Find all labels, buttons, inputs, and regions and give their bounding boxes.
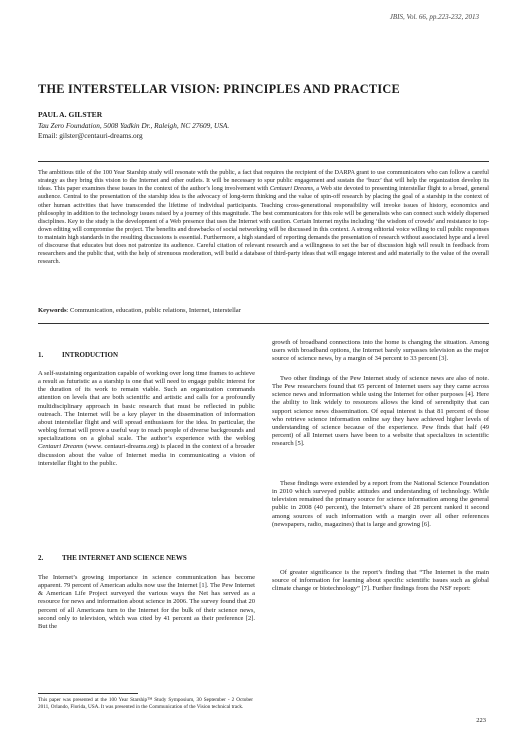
section-number: 1. [38, 351, 44, 359]
right-paragraph-3: These findings were extended by a report from the National Science Foundation in 2010 which surveyed public attitudes and understanding of technology. While television remained the primary source for science information among the general public in 2008 (40 percent), the Internet’s share of 28 percent ranked it second among sources of such information with a margin over all other references (newspapers, radio, magazines) that is large and growing [6]. [272, 480, 489, 528]
section-title: THE INTERNET AND SCIENCE NEWS [62, 554, 187, 562]
section-title: INTRODUCTION [62, 351, 119, 359]
author-name: PAUL A. GILSTER [38, 110, 103, 119]
author-affiliation: Tau Zero Foundation, 5008 Yadkin Dr., Raleigh, NC 27609, USA. [38, 121, 230, 130]
section-heading-introduction [38, 351, 118, 359]
abstract-bottom-rule [38, 323, 489, 324]
section-number: 2. [38, 554, 44, 562]
abstract [38, 169, 489, 267]
paper-title: THE INTERSTELLAR VISION: PRINCIPLES AND PRACTICE [38, 82, 400, 96]
keywords-label: Keywords [38, 307, 67, 314]
journal-reference: JBIS, Vol. 66, pp.223-232, 2013 [389, 13, 479, 21]
abstract-site-name: Centauri Dreams [269, 185, 313, 193]
author-email: Email: gilster@centauri-dreams.org [38, 131, 143, 140]
keywords-list: : Communication, education, public relations, Internet, interstellar [66, 307, 241, 314]
abstract-top-rule [38, 161, 489, 162]
section-heading-internet-science-news [38, 554, 187, 562]
intro-site-name: Centauri Dreams [38, 443, 84, 451]
intro-text-2: (www. centauri-dreams.org) is placed in the context of a broader discussion about the value of Internet media in communicating a vision of interstellar flight to the public. [38, 443, 256, 467]
right-paragraph-2: Two other findings of the Pew Internet study of science news are also of note. The Pew researchers found that 65 percent of Internet users say they came across science news and information while using the Internet for other purposes [4]. Here the ability to link widely to resources allows the kind of serendipity that can support science news dissemination. Of equal interest is that 81 percent of those who retrieve science information online say they have achieved higher levels of understanding of science because of the experience. Pew finds that half (49 percent) of all Internet users have been to a website that specializes in scientific research [5]. [272, 375, 489, 448]
intro-text-1: A self-sustaining organization capable of working over long time frames to achieve a result as futuristic as a starship is one that will need to engage public interest for the duration of its work to remain viable. Such an organization commands attention on levels that are both scientific and artistic and calls for a profoundly multidisciplinary approach in basic research that must be reflected in public outreach. The Internet will be a key player in the dissemination of information about interstellar flight and will spread enthusiasm for the idea. In particular, the weblog format will prove a useful way to reach people of diverse backgrounds and specializations on a global scale. The author’s experience with the weblog [38, 370, 255, 443]
keywords [38, 307, 489, 314]
right-paragraph-1: growth of broadband connections into the home is changing the situation. Among users with broadband options, the Internet barely surpasses television as the major source of science news, by a margin of 34 percent to 33 percent [3]. [272, 339, 489, 363]
abstract-text-2: , a Web site devoted to presenting interstellar flight to a broad, general audience. Central to the presentation of the starship idea is the advocacy of long-term thinking and the value of spin-off research by placing the goal of a starship in the context of other human activities that have transcended the lifetime of individual participants. Teaching cross-generational responsibility will invoke issues of history, economics and philosophy in addition to the technology issues raised by a journey of this magnitude. The best communicators for this role will be generalists who can connect such widely dispersed disciplines. Key to the study is the development of a Web presence that uses the Internet with caution. Certain Internet myths including ‘the wisdom of crowds’ and resistance to top-down editing will compromise the project. The benefits and drawbacks of social networking will be discussed in this context. A strong editorial voice willing to cull public responses to maintain high standards in the resulting discussions is essential. Furthermore, a high standard of reporting demands the presentation of research without associated hype and a level of discourse that educates but does not patronize its audience. Careful citation of relevant research and a willingness to set the bar of discussion high will result in feedback from researchers and the public that, with the help of strenuous moderation, will build a database of third-party ideas that will engage interest and add materially to the value of the overall research. [38, 185, 489, 266]
page-number: 223 [476, 717, 486, 724]
internet-paragraph: The Internet’s growing importance in science communication has become apparent. 79 percent of American adults now use the Internet [1]. The Pew Internet & American Life Project surveyed the various ways the Net has served as a resource for news and information about science in 2006. The survey found that 20 percent of all Americans turn to the Internet for the bulk of their science news, second only to television, which was cited by 41 percent as their preference [2]. But the [38, 574, 255, 630]
right-paragraph-4: Of greater significance is the report’s finding that “The Internet is the main source of information for learning about specific scientific issues such as global climate change or biotechnology” [7]. Further findings from the NSF report: [272, 569, 489, 593]
abstract-text-1: The ambitious title of the 100 Year Starship study will resonate with the public, a fact that requires the recipient of the DARPA grant to use communicators who can follow a careful strategy as they bring this vision to the Internet and other outlets. It will be necessary to spur public engagement and sustain the ‘buzz’ that will help the organization develop its ideas. This paper examines these issues in the context of the author’s long involvement with [38, 169, 489, 193]
footnote-rule [38, 693, 138, 694]
footnote: This paper was presented at the 100 Year Starship™ Study Symposium, 30 September - 2 October 2011, Orlando, Florida, USA. It was presented in the Communication of the Vision technical track. [38, 697, 253, 710]
introduction-paragraph [38, 370, 255, 468]
